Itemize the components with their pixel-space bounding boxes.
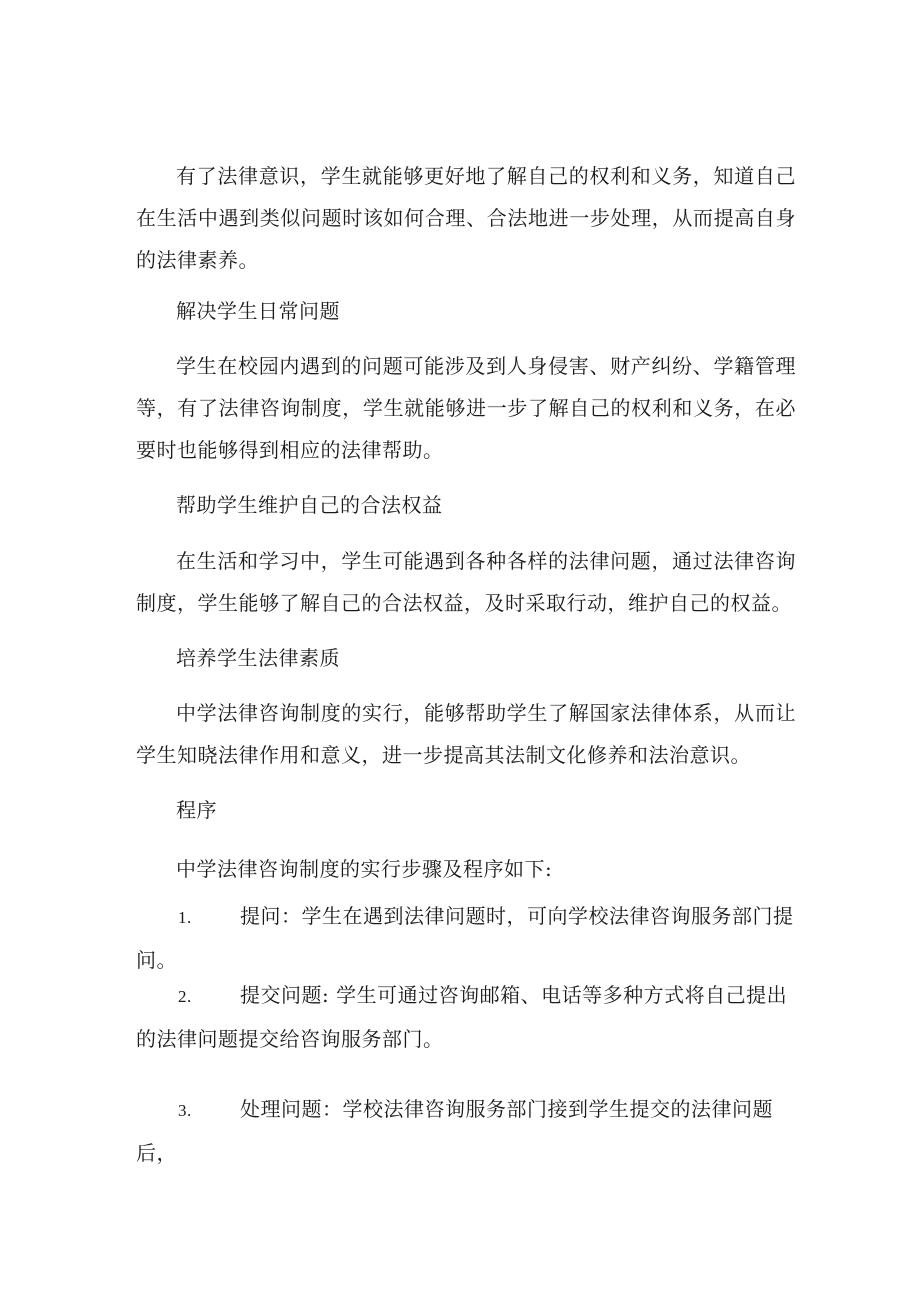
list-number: 2. [178, 987, 192, 1006]
paragraph-legal-rights: 在生活和学习中，学生可能遇到各种各样的法律问题，通过法律咨询制度，学生能够了解自己的合法权益，及时采取行动，维护自己的权益。 [136, 549, 796, 615]
paragraph-legal-awareness: 有了法律意识，学生就能够更好地了解自己的权利和义务，知道自己在生活中遇到类似问题时该如何合理、合法地进一步处理，从而提高自身的法律素养。 [136, 164, 796, 272]
list-number: 3. [178, 1101, 192, 1120]
list-number: 1. [178, 908, 192, 927]
list-text: 处理问题：学校法律咨询服务部门接到学生提交的法律问题后， [136, 1097, 773, 1165]
heading-daily-problems: 解决学生日常问题 [176, 299, 340, 323]
heading-legal-quality: 培养学生法律素质 [176, 646, 340, 670]
paragraph-legal-quality: 中学法律咨询制度的实行，能够帮助学生了解国家法律体系，从而让学生知晓法律作用和意义，进一步提高其法制文化修养和法治意识。 [136, 701, 796, 767]
heading-legal-rights: 帮助学生维护自己的合法权益 [176, 493, 443, 517]
paragraph-procedure-intro: 中学法律咨询制度的实行步骤及程序如下: [176, 857, 553, 881]
list-item [136, 974, 796, 1060]
list-item [136, 1088, 796, 1174]
paragraph-daily-problems: 学生在校园内遇到的问题可能涉及到人身侵害、财产纠纷、学籍管理等，有了法律咨询制度，学生就能够进一步了解自己的权利和义务，在必要时也能够得到相应的法律帮助。 [136, 354, 796, 462]
list-text: 提问：学生在遇到法律问题时，可向学校法律咨询服务部门提问。 [136, 904, 794, 972]
heading-procedure: 程序 [176, 798, 217, 822]
list-text: 提交问题: 学生可通过咨询邮箱、电话等多种方式将自己提出的法律问题提交给咨询服务部门。 [136, 983, 788, 1051]
list-item [136, 895, 796, 981]
